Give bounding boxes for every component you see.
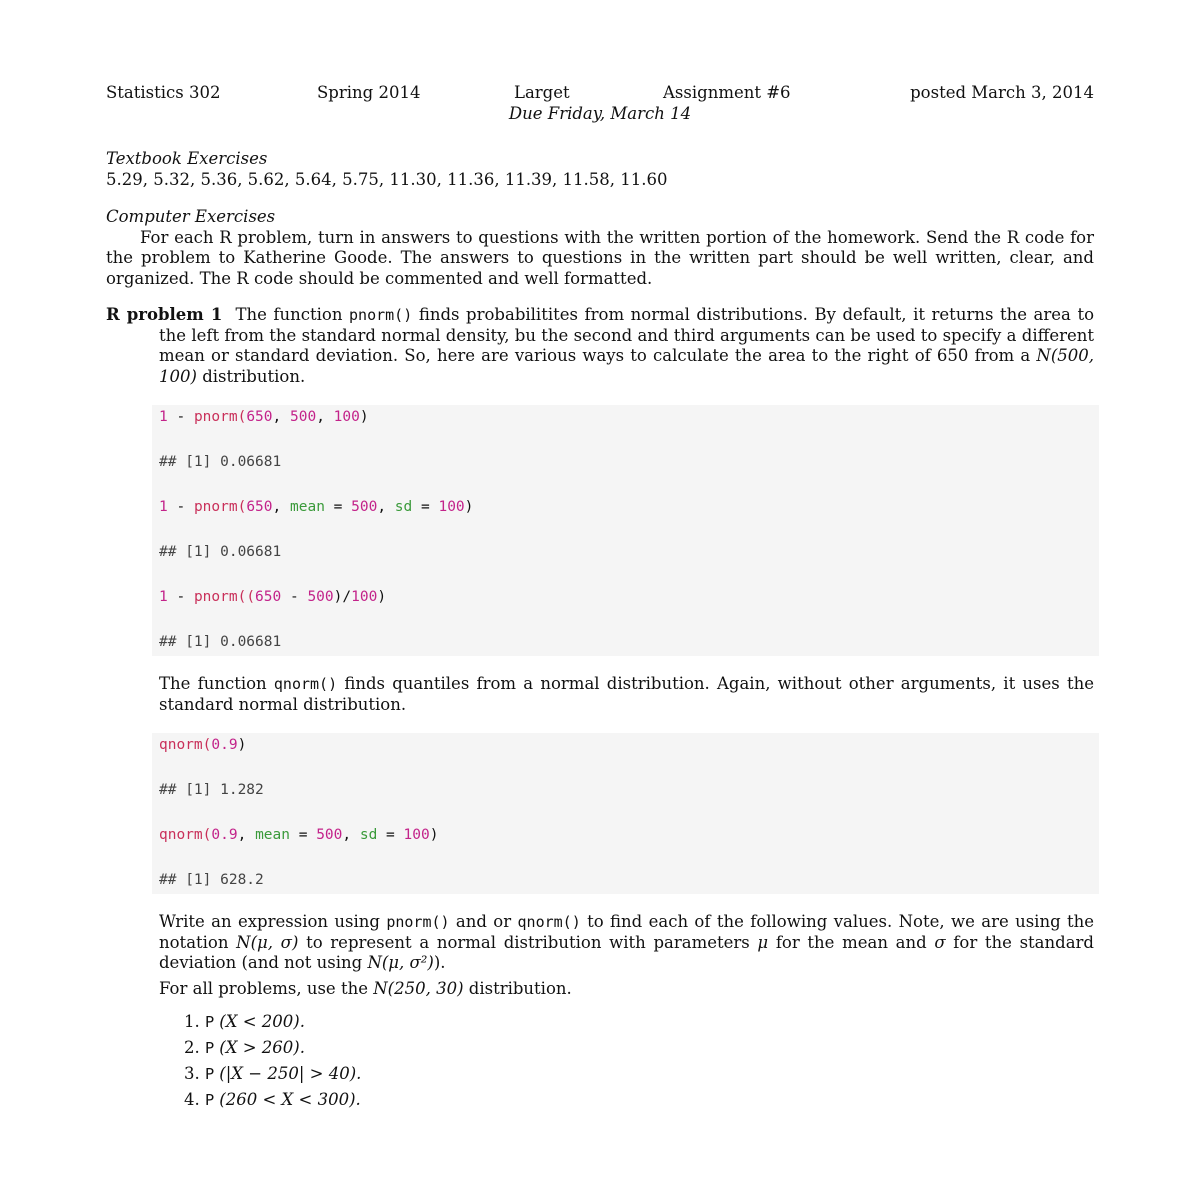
qnorm-code: qnorm() — [273, 675, 338, 693]
due-date: Due Friday, March 14 — [508, 104, 692, 123]
intro-text-c: distribution. — [202, 366, 306, 386]
textbook-title: Textbook Exercises — [106, 149, 268, 168]
posted-date: posted March 3, 2014 — [910, 83, 1094, 102]
code-output: ## [1] 0.06681 — [159, 454, 282, 470]
intro-distribution: N(500, 100) — [159, 346, 1095, 386]
code-output: ## [1] 0.06681 — [159, 544, 282, 560]
header — [106, 80, 1094, 124]
list-item: 4. P (260 < X < 300). — [205, 1087, 1094, 1113]
list-item: 3. P (|X − 250| > 40). — [205, 1061, 1094, 1087]
intro-text-a: The function — [235, 305, 343, 324]
instructor: Larget — [514, 83, 570, 102]
code-output: ## [1] 628.2 — [159, 872, 264, 888]
code-line: 1 - pnorm(650, 500, 100) — [159, 409, 369, 425]
term: Spring 2014 — [317, 83, 421, 102]
code-line: 1 - pnorm(650, mean = 500, sd = 100) — [159, 499, 474, 515]
code-block-qnorm — [152, 733, 1099, 894]
r-problem-1 — [106, 305, 1094, 1113]
write-instructions: Write an expression using pnorm() and or qnorm() to find each of the following values. Note, we are using the notation N(μ, σ) to represent a normal distribution with parameters μ for the mean and σ for the standard deviation (and not using N(μ, σ²)). — [159, 912, 1095, 972]
code-line: qnorm(0.9, mean = 500, sd = 100) — [159, 827, 439, 843]
code-output: ## [1] 1.282 — [159, 782, 264, 798]
question-list — [159, 1009, 1094, 1113]
code-output: ## [1] 0.06681 — [159, 634, 282, 650]
intro-code: pnorm() — [349, 306, 413, 324]
textbook-list: 5.29, 5.32, 5.36, 5.62, 5.64, 5.75, 11.30, 11.36, 11.39, 11.58, 11.60 — [106, 169, 668, 189]
code-block-pnorm — [152, 405, 1099, 656]
problem-label: R problem 1 — [106, 305, 223, 324]
intro-text-b: finds probabilitites from normal distributions. By default, it returns the area to the left from the standard normal density, bu the second and third arguments can be used to specify a different mean or standard deviation. So, here are various ways to calculate the area to the right of 650 from a — [159, 305, 1095, 365]
list-item: 2. P (X > 260). — [205, 1035, 1094, 1061]
list-item: 1. P (X < 200). — [205, 1009, 1094, 1035]
computer-title: Computer Exercises — [106, 207, 276, 226]
distribution-note: For all problems, use the N(250, 30) distribution. — [159, 978, 572, 998]
assignment-page — [106, 80, 1094, 1113]
code-line: qnorm(0.9) — [159, 737, 247, 753]
computer-instructions: For each R problem, turn in answers to questions with the written portion of the homework. Send the R code for the problem to Katherine Goode. The answers to questions in the written part should be well written, clear, and organized. The R code should be commented and well formatted. — [106, 227, 1094, 288]
problem-intro — [106, 305, 1095, 387]
code-line: 1 - pnorm((650 - 500)/100) — [159, 589, 387, 605]
course-title: Statistics 302 — [106, 83, 221, 102]
qnorm-description: The function qnorm() finds quantiles from a normal distribution. Again, without other arguments, it uses the standard normal distribution. — [159, 674, 1094, 714]
assignment-number: Assignment #6 — [663, 83, 791, 102]
